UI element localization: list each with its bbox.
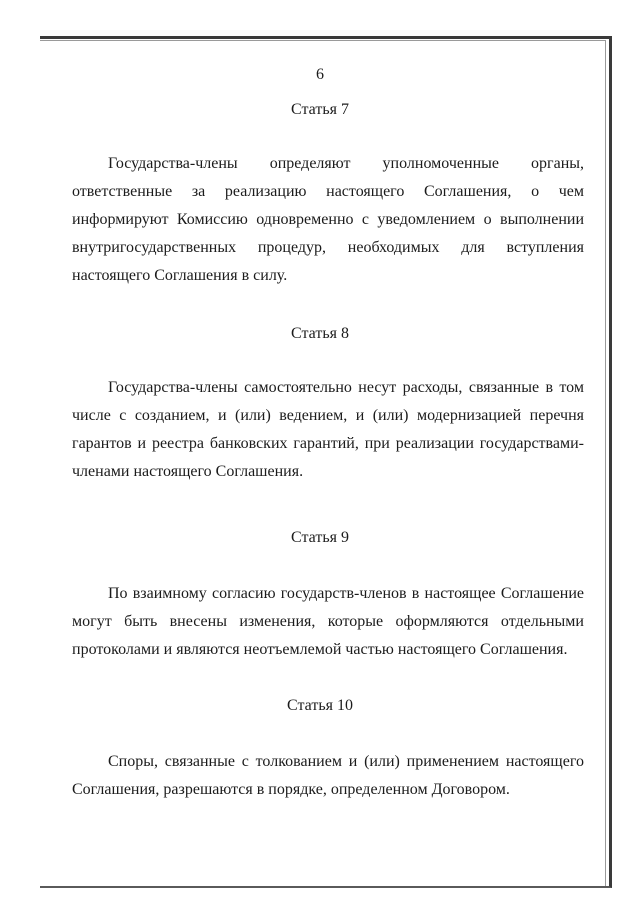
article-10-title: Статья 10 bbox=[287, 697, 353, 714]
article-7-title: Статья 7 bbox=[291, 101, 349, 118]
article-9-text: По взаимному согласию государств-членов в настоящее Соглашение могут быть внесены изменения, которые оформляются отдельными протоколами и являются неотъемлемой частью настоящего Соглашения. bbox=[72, 585, 584, 658]
page-number: 6 bbox=[316, 66, 324, 83]
article-8-text: Государства-члены самостоятельно несут расходы, связанные в том числе с созданием, и (или) ведением, и (или) модернизацией перечня гарантов и реестра банковских гарантий, при реализации государствами-членами настоящего Соглашения. bbox=[72, 379, 584, 480]
article-9-title: Статья 9 bbox=[291, 529, 349, 546]
article-8-title: Статья 8 bbox=[291, 325, 349, 342]
article-7-text: Государства-члены определяют уполномоченные органы, ответственные за реализацию настоящего Соглашения, о чем информируют Комиссию одновременно с уведомлением о выполнении внутригосударственных процедур, необходимых для вступления настоящего Соглашения в силу. bbox=[72, 155, 584, 284]
article-10-text: Споры, связанные с толкованием и (или) применением настоящего Соглашения, разрешаются в порядке, определенном Договором. bbox=[72, 753, 584, 798]
